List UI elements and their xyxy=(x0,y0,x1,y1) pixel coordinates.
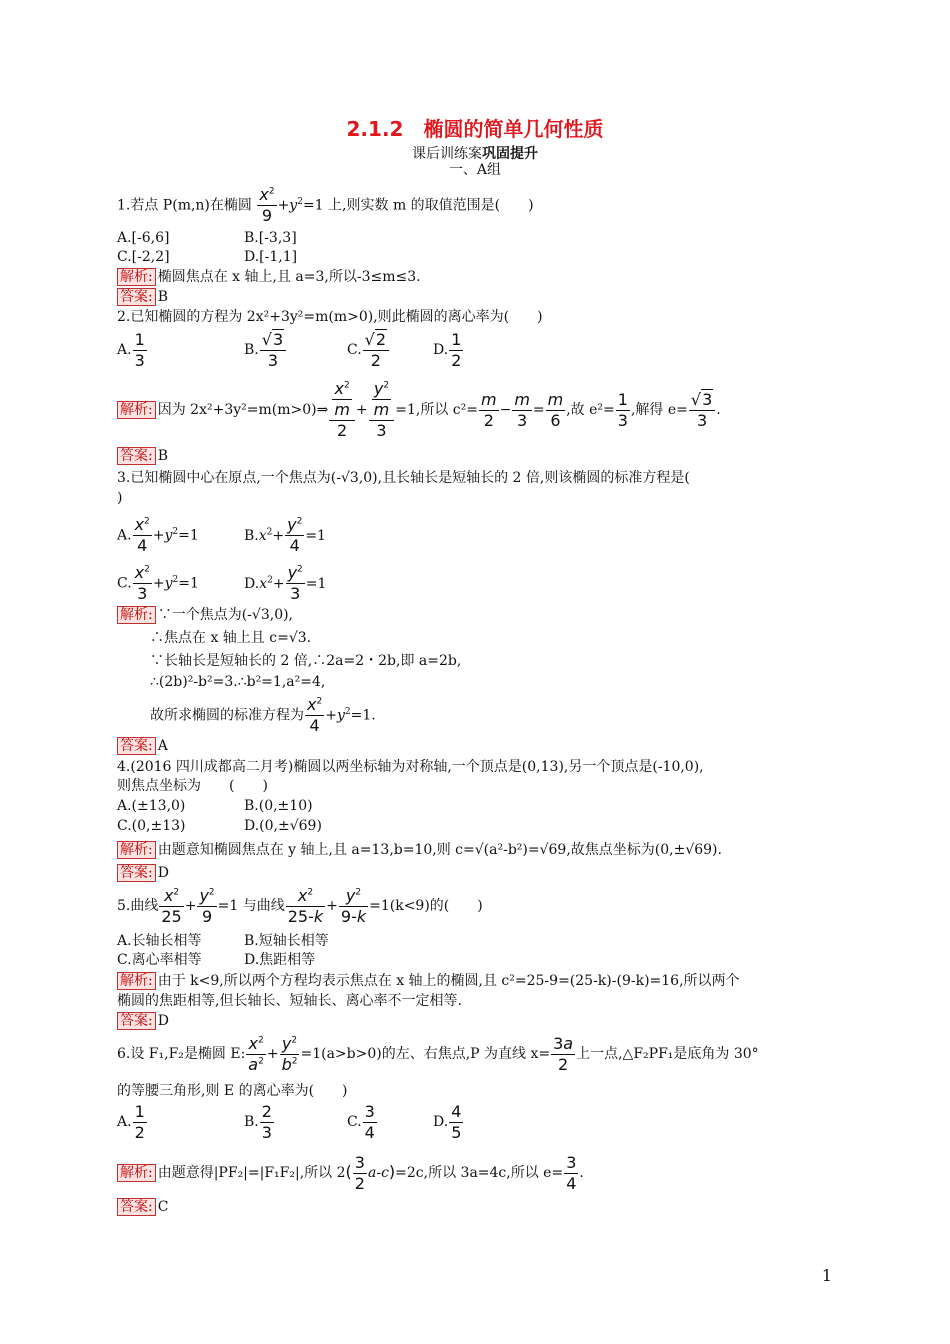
q3-answer-value: A xyxy=(157,738,168,754)
q5-text-c: =1(k<9)的( ) xyxy=(369,898,483,914)
page-title: 2.1.2 椭圆的简单几何性质 xyxy=(346,117,604,141)
analysis-label: 解析: xyxy=(117,606,156,624)
q3-analysis-4: ∴(2b)²-b²=3.∴b²=1,a²=4, xyxy=(150,674,326,690)
answer-label: 答案: xyxy=(117,737,156,755)
q2-analysis: 解析: 因为 2x²+3y²=m(m>0)⇒ $\frac{\frac{x^2}{m}}{2}$ + $\frac{\frac{y^2}{m}}{3}$ =1,所以 c²= $\frac{m}{2}$ − $\frac{m}{3}$ = $\frac{m}{6}$ ,故 e²= $\frac{1}{3}$ ,解得 e= $\frac{√3}{3}$ . xyxy=(117,378,721,442)
q6-analysis-b: =2c,所以 3a=4c,所以 e= xyxy=(395,1165,564,1181)
q3-opt-b: B. xyxy=(244,527,259,544)
q1-analysis-text: 椭圆焦点在 x 轴上,且 a=3,所以-3≤m≤3. xyxy=(157,269,421,285)
analysis-label: 解析: xyxy=(117,268,156,286)
q3-analysis-line5: 故所求椭圆的标准方程为 xyxy=(150,707,304,724)
q3-analysis-5: 故所求椭圆的标准方程为 $\frac{x^2}{4}$ $+y^2=1$. xyxy=(150,695,376,736)
q5-text-b: =1 与曲线 xyxy=(217,898,285,914)
q6-text-c: 上一点,△F₂PF₁是底角为 30° xyxy=(576,1046,759,1062)
q2-opt-b: B. xyxy=(244,342,259,358)
q4-opt-b: B.(0,±10) xyxy=(244,798,313,814)
q2-opt-c: C. xyxy=(347,342,362,358)
q4-analysis-text: 由题意知椭圆焦点在 y 轴上,且 a=13,b=10,则 c=√(a²-b²)=√69,故焦点坐标为(0,±√69). xyxy=(157,842,722,858)
q1-opt-b: B.[-3,3] xyxy=(244,230,297,246)
page-number: 1 xyxy=(821,1266,832,1285)
q1-frac: $\frac{x^2}{9}$ xyxy=(259,185,275,226)
q5-answer xyxy=(117,1012,169,1030)
q5-analysis-2: 椭圆的焦距相等,但长轴长、短轴长、离心率不一定相等. xyxy=(117,993,462,1009)
q6-analysis-a: 由题意得|PF₂|=|F₁F₂|,所以 2 xyxy=(157,1165,346,1181)
q3-opt-c: C. xyxy=(117,575,132,592)
q2-answer-value: B xyxy=(157,448,169,464)
analysis-label: 解析: xyxy=(117,1164,156,1182)
q2-options: A. $\frac{1}{3}$ B. $\frac{√3}{3}$ C. $\frac{√2}{2}$ D. $\frac{1}{2}$ xyxy=(117,329,462,370)
q3-options-ab: A. $\frac{x^2}{4}$ $+y^2=1$ $B.x^2+$ $\frac{y^2}{4}$ =1 xyxy=(117,515,326,556)
q1-analysis xyxy=(117,268,421,286)
q3-options-cd: C. $\frac{x^2}{3}$ $+y^2=1$ $D.x^2+$ $\frac{y^2}{3}$ =1 xyxy=(117,563,327,604)
q2-analysis-a: 因为 2x²+3y²=m(m>0)⇒ xyxy=(157,402,329,418)
q6-opt-d: D. xyxy=(433,1114,449,1130)
answer-label: 答案: xyxy=(117,1198,156,1216)
q6-opt-a: A. xyxy=(117,1114,132,1130)
q5-opt-b: B.短轴长相等 xyxy=(244,933,329,949)
q5-opt-a: A.长轴长相等 xyxy=(117,933,202,949)
q6-analysis: 解析: 由题意得|PF₂|=|F₁F₂|,所以 2( $\frac{3}{2}$ a-c)=2c,所以 3a=4c,所以 e= $\frac{3}{4}$ . xyxy=(117,1150,584,1195)
q6-text-b: =1(a>b>0)的左、右焦点,P 为直线 x= xyxy=(300,1046,551,1062)
q5-opt-c: C.离心率相等 xyxy=(117,952,202,968)
q3-opt-d: D. xyxy=(244,575,260,592)
q3-analysis-1 xyxy=(117,606,293,624)
q5-analysis-text: 由于 k<9,所以两个方程均表示焦点在 x 轴上的椭圆,且 c²=25-9=(25-k)-(9-k)=16,所以两个 xyxy=(157,973,740,989)
q4-answer xyxy=(117,864,169,882)
q3-opt-a: A. xyxy=(117,527,132,544)
subtitle-normal: 课后训练案 xyxy=(412,146,482,162)
q6-answer-value: C xyxy=(157,1199,169,1215)
answer-label: 答案: xyxy=(117,1012,156,1030)
q1-stem: 1.若点 P(m,n)在椭圆 $\frac{x^2}{9}$ $+y^2=1$ 上,则实数 m 的取值范围是( ) xyxy=(117,185,534,226)
q2-opt-a: A. xyxy=(117,342,132,358)
q2-answer xyxy=(117,447,168,465)
q1-text-a: 1.若点 P(m,n)在椭圆 xyxy=(117,197,252,214)
q5-opt-d: D.焦距相等 xyxy=(244,952,316,968)
q3-analysis-3: ∵长轴长是短轴长的 2 倍,∴2a=2・2b,即 a=2b, xyxy=(150,653,462,669)
q4-stem-2: 则焦点坐标为 ( ) xyxy=(117,778,268,794)
analysis-label: 解析: xyxy=(117,401,156,419)
q6-text-a: 6.设 F₁,F₂是椭圆 E: xyxy=(117,1046,246,1062)
q1-opt-a: A.[-6,6] xyxy=(117,230,170,246)
q6-opt-c: C. xyxy=(347,1114,362,1130)
answer-label: 答案: xyxy=(117,864,156,882)
q4-opt-c: C.(0,±13) xyxy=(117,818,186,834)
q3-stem: 3.已知椭圆中心在原点,一个焦点为(-√3,0),且长轴长是短轴长的 2 倍,则该椭圆的标准方程是( xyxy=(117,470,690,486)
q2-opt-d: D. xyxy=(433,342,449,358)
q3-answer xyxy=(117,737,168,755)
q4-opt-a: A.(±13,0) xyxy=(117,798,186,814)
analysis-label: 解析: xyxy=(117,972,156,990)
q1-opt-d: D.[-1,1] xyxy=(244,249,298,265)
q3-stem-end: ) xyxy=(117,490,123,506)
q5-analysis xyxy=(117,972,740,990)
q2-stem: 2.已知椭圆的方程为 2x²+3y²=m(m>0),则此椭圆的离心率为( ) xyxy=(117,309,543,325)
q1-answer xyxy=(117,288,168,306)
q2-analysis-b: =1,所以 c²= xyxy=(395,402,478,418)
q6-opt-b: B. xyxy=(244,1114,259,1130)
answer-label: 答案: xyxy=(117,447,156,465)
q1-text-b: =1 上,则实数 m 的取值范围是( ) xyxy=(302,197,534,214)
q5-answer-value: D xyxy=(157,1013,169,1029)
q5-text-a: 5.曲线 xyxy=(117,898,159,914)
q6-stem: 6.设 F₁,F₂是椭圆 E: $\frac{x^2}{a^2}$ + $\frac{y^2}{b^2}$ =1(a>b>0)的左、右焦点,P 为直线 x= $\frac{3a}{2}$ 上一点,△F₂PF₁是底角为 30° xyxy=(117,1033,759,1074)
subtitle-bold: 巩固提升 xyxy=(482,146,538,162)
q4-analysis xyxy=(117,841,722,859)
q6-options: A. $\frac{1}{2}$ B. $\frac{2}{3}$ C. $\frac{3}{4}$ D. $\frac{4}{5}$ xyxy=(117,1101,462,1142)
q5-stem: 5.曲线 $\frac{x^2}{25}$ + $\frac{y^2}{9}$ =1 与曲线 $\frac{x^2}{25-k}$ + $\frac{y^2}{9-k}$ =1(k<9)的( ) xyxy=(117,885,483,926)
q3-analysis-2: ∴焦点在 x 轴上且 c=√3. xyxy=(150,630,312,646)
q3-analysis-line1: ∵一个焦点为(-√3,0), xyxy=(157,607,294,623)
q4-opt-d: D.(0,±√69) xyxy=(244,818,322,834)
analysis-label: 解析: xyxy=(117,841,156,859)
answer-label: 答案: xyxy=(117,288,156,306)
q1-answer-value: B xyxy=(157,289,169,305)
q4-answer-value: D xyxy=(157,865,169,881)
q2-analysis-c: ,故 e²= xyxy=(566,402,615,418)
q2-analysis-d: ,解得 e= xyxy=(630,402,688,418)
q6-answer xyxy=(117,1198,168,1216)
q4-stem: 4.(2016 四川成都高二月考)椭圆以两坐标轴为对称轴,一个顶点是(0,13),另一个顶点是(-10,0), xyxy=(117,759,704,775)
group-heading: 一、A组 xyxy=(448,162,502,178)
q6-stem-2: 的等腰三角形,则 E 的离心率为( ) xyxy=(117,1083,348,1099)
q1-opt-c: C.[-2,2] xyxy=(117,249,170,265)
